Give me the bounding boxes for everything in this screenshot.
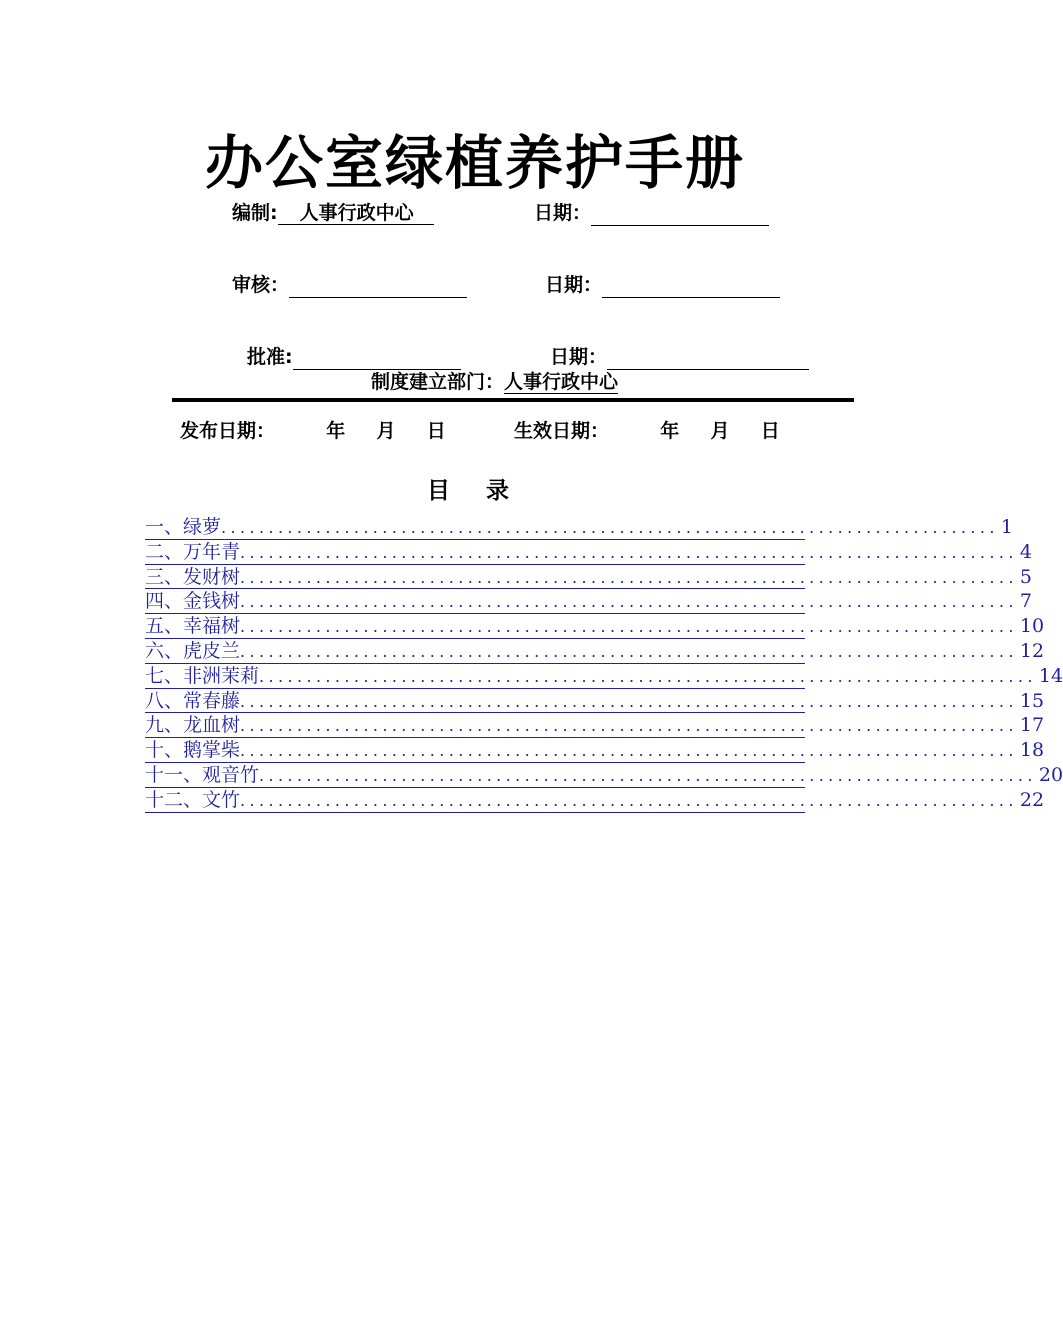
toc-list [145,515,1063,813]
toc-page-number: 20 [1038,763,1063,786]
prepared-label: 编制: [232,202,278,224]
prepared-date-row [534,200,769,226]
toc-link-guanyinzhu[interactable] [145,763,1063,788]
prepared-row [232,200,434,226]
toc-number: 三、 [145,565,184,588]
toc-page-number: 1 [1000,516,1013,538]
toc-number: 九、 [145,714,184,737]
review-date-line[interactable] [602,277,780,298]
toc-leader-dots: .................................................................................. [240,741,1018,761]
toc-number: 十一、 [145,763,203,786]
approve-date-label: 日期： [550,346,608,368]
department-label: 制度建立部门： [371,371,505,393]
toc-leader-dots: .................................................................................. [240,567,1018,587]
effective-day: 日 [760,420,780,442]
toc-leader-dots: .................................................................................. [221,518,999,537]
toc-entry-name: 常春藤 [183,689,241,712]
approve-row [247,344,461,370]
toc-link-longxueshu[interactable] [145,713,1045,738]
toc-leader-dots: .................................................................................. [259,666,1037,686]
department-value: 人事行政中心 [504,371,619,393]
toc-link-lvluo[interactable] [145,515,1013,540]
toc-page-number: 14 [1038,664,1063,687]
toc-link-facaishu[interactable] [145,565,1032,590]
toc-leader-dots: .................................................................................. [240,542,1018,562]
toc-entry-name: 发财树 [183,565,241,588]
toc-entry-name: 龙血树 [183,714,241,737]
toc-link-ezhangchai[interactable] [145,738,1045,763]
toc-number: 八、 [145,689,184,712]
prepared-date-line[interactable] [591,205,769,226]
toc-entry-name: 观音竹 [202,763,260,786]
review-date-row [545,272,780,298]
toc-link-changchunteng[interactable] [145,689,1045,714]
review-row [232,272,467,298]
toc-page-number: 17 [1019,714,1045,737]
toc-page-number: 5 [1019,565,1032,588]
toc-page-number: 15 [1019,689,1045,712]
department-row [371,369,618,395]
approve-line[interactable] [293,349,461,370]
toc-leader-dots: .................................................................................. [240,790,1018,810]
toc-entry-name: 绿萝 [183,516,222,538]
publish-date-row [180,418,446,444]
toc-entry-name: 鹅掌柴 [183,739,241,762]
toc-page-number: 10 [1019,615,1045,638]
toc-link-wannianqing[interactable] [145,540,1032,565]
toc-link-hupilan[interactable] [145,639,1045,664]
toc-link-feizhoumoli[interactable] [145,664,1063,689]
document-title: 办公室绿植养护手册 [204,129,745,197]
effective-date-label: 生效日期： [514,420,610,442]
toc-entry-name: 万年青 [183,540,241,563]
toc-number: 五、 [145,615,184,638]
toc-page-number: 12 [1019,639,1045,662]
toc-entry-name: 虎皮兰 [183,639,241,662]
toc-number: 六、 [145,639,184,662]
toc-leader-dots: .................................................................................. [240,691,1018,711]
toc-leader-dots: .................................................................................. [240,617,1018,637]
prepared-value: 人事行政中心 [278,202,434,225]
toc-title: 目 录 [426,478,523,504]
toc-entry-name: 幸福树 [183,615,241,638]
toc-leader-dots: .................................................................................. [240,641,1018,661]
toc-number: 七、 [145,664,184,687]
toc-link-wenzhu[interactable] [145,788,1045,813]
publish-month: 月 [376,420,396,442]
publish-date-label: 发布日期： [180,420,276,442]
toc-number: 十二、 [145,788,203,811]
toc-link-xingfushu[interactable] [145,614,1045,639]
approve-label: 批准: [247,346,293,368]
toc-leader-dots: .................................................................................. [240,716,1018,736]
publish-year: 年 [326,420,346,442]
toc-page-number: 4 [1019,540,1032,563]
toc-number: 四、 [145,590,184,613]
review-line[interactable] [289,277,467,298]
prepared-date-label: 日期： [534,202,592,224]
toc-number: 一、 [145,516,184,538]
review-label: 审核： [232,274,290,296]
header-divider [172,398,854,402]
effective-date-row [514,418,780,444]
toc-number: 二、 [145,540,184,563]
toc-entry-name: 文竹 [202,788,241,811]
toc-page-number: 22 [1019,788,1045,811]
effective-month: 月 [710,420,730,442]
toc-entry-name: 非洲茉莉 [183,664,260,687]
toc-page-number: 7 [1019,590,1032,613]
publish-day: 日 [426,420,446,442]
toc-entry-name: 金钱树 [183,590,241,613]
approve-date-row [550,344,809,370]
toc-leader-dots: .................................................................................. [259,765,1037,785]
toc-leader-dots: .................................................................................. [240,592,1018,612]
toc-link-jinqianshu[interactable] [145,589,1032,614]
toc-page-number: 18 [1019,739,1045,762]
approve-date-line[interactable] [607,349,809,370]
effective-year: 年 [660,420,680,442]
review-date-label: 日期： [545,274,603,296]
toc-number: 十、 [145,739,184,762]
